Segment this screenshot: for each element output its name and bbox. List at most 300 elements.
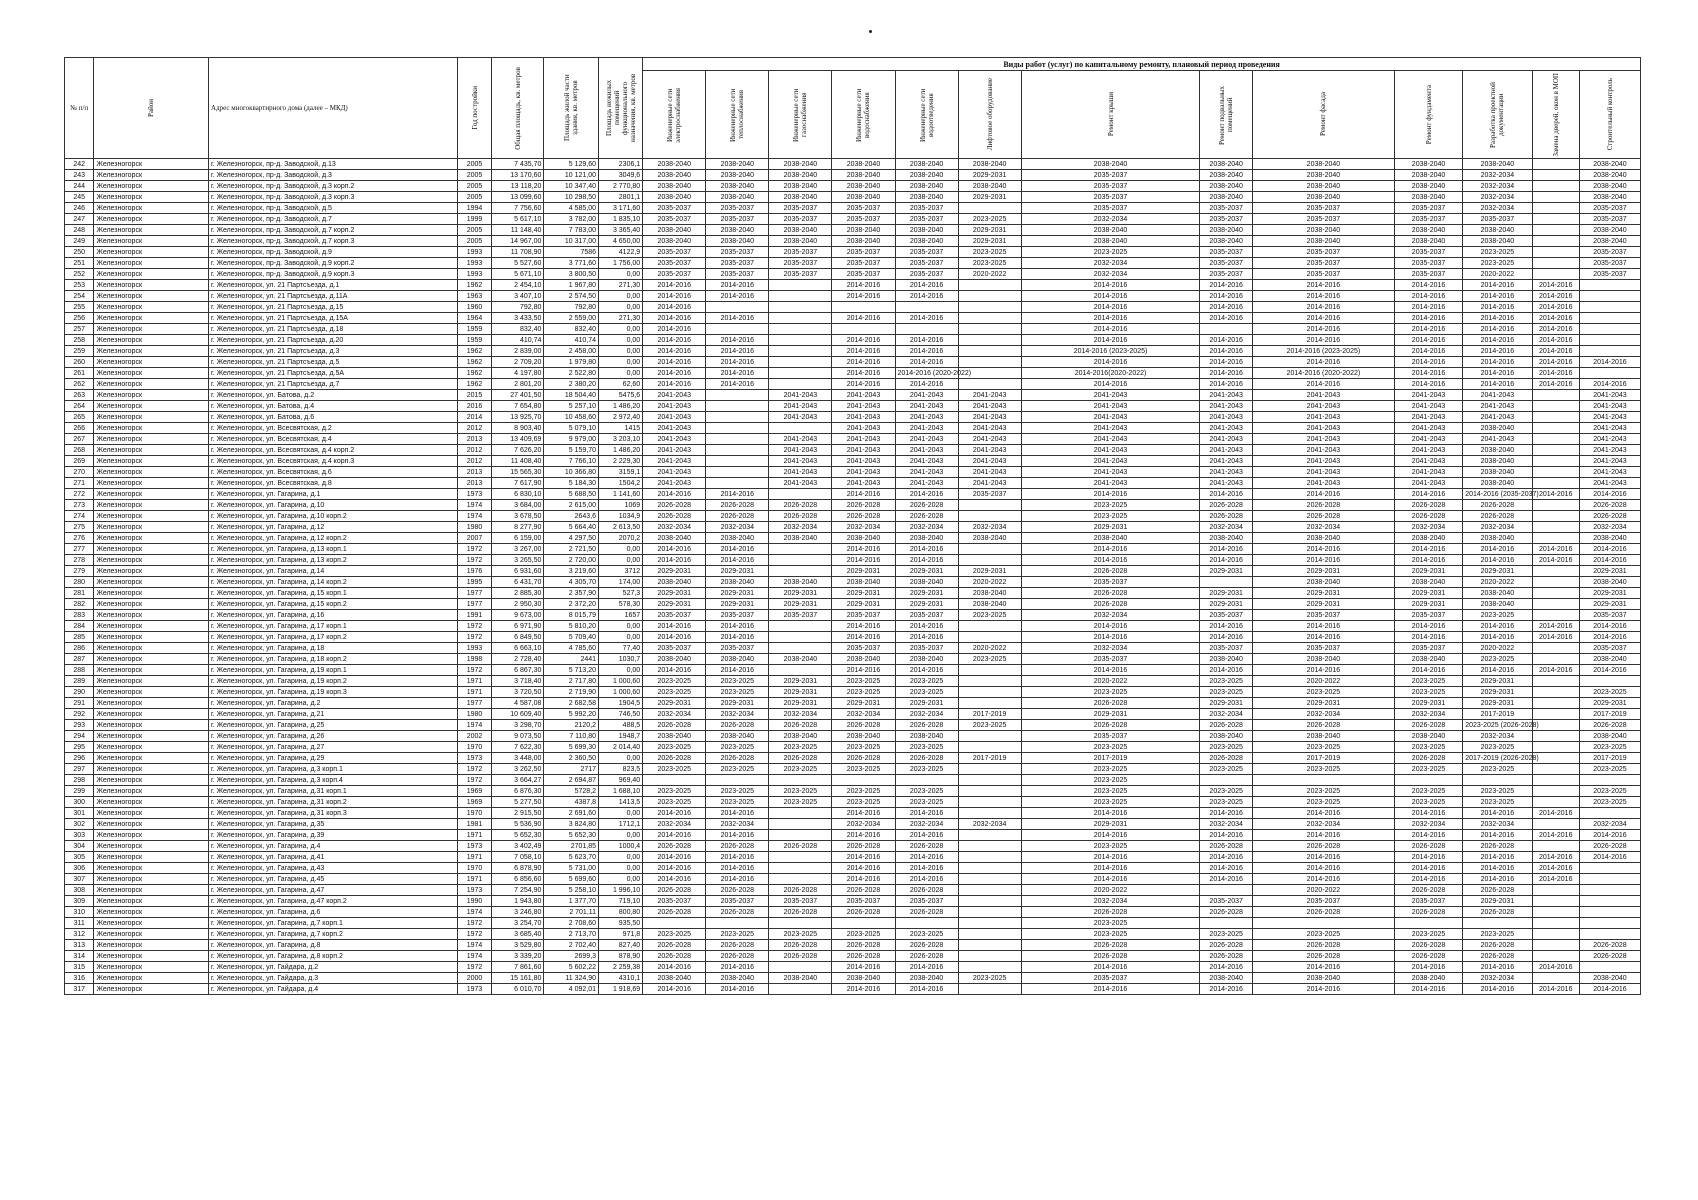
table-cell: 2032-2034	[832, 819, 895, 830]
table-cell: 2643,6	[544, 511, 599, 522]
table-cell: 3 339,20	[491, 951, 544, 962]
table-cell: 2038-2040	[643, 192, 706, 203]
table-cell: 247	[65, 214, 94, 225]
table-cell: 2038-2040	[643, 170, 706, 181]
table-cell: 7 766,10	[544, 456, 599, 467]
table-cell: 2032-2034	[1579, 819, 1640, 830]
table-cell: 2026-2028	[643, 940, 706, 951]
table-cell: 2023-2025	[643, 929, 706, 940]
table-cell: 2041-2043	[1394, 467, 1462, 478]
table-cell: 2 615,00	[544, 500, 599, 511]
table-cell: Железногорск	[94, 874, 209, 885]
table-row	[65, 236, 1641, 247]
table-cell: 2038-2040	[1463, 533, 1532, 544]
table-cell: 2035-2037	[1200, 269, 1253, 280]
table-cell	[1579, 313, 1640, 324]
table-cell: 2032-2034	[1200, 709, 1253, 720]
table-cell	[1532, 929, 1579, 940]
table-cell: 2038-2040	[1200, 654, 1253, 665]
table-cell: 2038-2040	[895, 170, 958, 181]
table-cell: 1977	[458, 588, 492, 599]
table-cell: 276	[65, 533, 94, 544]
table-cell: 2023-2025	[958, 720, 1021, 731]
table-cell: 2026-2028	[643, 951, 706, 962]
table-row	[65, 918, 1641, 929]
table-cell: 2014-2016	[1252, 962, 1394, 973]
table-cell	[958, 786, 1021, 797]
table-cell: 792,80	[491, 302, 544, 313]
table-cell: 2041-2043	[832, 456, 895, 467]
table-cell: 2032-2034	[1200, 522, 1253, 533]
table-cell	[1532, 533, 1579, 544]
table-cell: 2038-2040	[769, 225, 832, 236]
table-cell: 2014-2016	[1394, 863, 1462, 874]
table-cell: 2026-2028	[895, 500, 958, 511]
table-cell: 1971	[458, 687, 492, 698]
table-cell: 2038-2040	[1463, 478, 1532, 489]
table-cell: Железногорск	[94, 841, 209, 852]
table-cell: 1 688,10	[599, 786, 643, 797]
table-row	[65, 786, 1641, 797]
table-cell: 1948,7	[599, 731, 643, 742]
table-row	[65, 522, 1641, 533]
table-cell: 2029-2031	[1252, 588, 1394, 599]
table-cell: 2041-2043	[1200, 390, 1253, 401]
table-cell: 5 688,50	[544, 489, 599, 500]
header-works-title: Виды работ (услуг) по капитальному ремонту, плановый период проведения	[643, 58, 1641, 71]
table-cell: 260	[65, 357, 94, 368]
header-work-6: Ремонт крыши	[1021, 71, 1200, 159]
table-cell	[769, 489, 832, 500]
table-cell: г. Железногорск, ул. Всесвятская, д.4 корп.3	[209, 456, 458, 467]
table-cell: 2023-2025	[895, 797, 958, 808]
table-cell: 2029-2031	[1463, 896, 1532, 907]
table-cell: 4310,1	[599, 973, 643, 984]
table-cell: Железногорск	[94, 313, 209, 324]
table-cell: 2 721,50	[544, 544, 599, 555]
table-cell: 2029-2031	[1200, 698, 1253, 709]
table-cell: Железногорск	[94, 346, 209, 357]
table-cell: 2023-2025	[895, 786, 958, 797]
table-row	[65, 819, 1641, 830]
table-cell: 2035-2037	[832, 258, 895, 269]
table-cell: 2014-2016	[832, 830, 895, 841]
table-cell: 2014-2016	[643, 544, 706, 555]
table-cell: 2014-2016	[1463, 621, 1532, 632]
table-cell	[958, 687, 1021, 698]
table-cell: 2023-2025	[706, 687, 769, 698]
table-cell: 2023-2025	[706, 786, 769, 797]
table-cell: Железногорск	[94, 401, 209, 412]
table-cell: 2014-2016	[1532, 984, 1579, 995]
table-cell: 2014-2016	[1532, 665, 1579, 676]
table-cell	[958, 665, 1021, 676]
table-cell: 2023-2025	[1579, 764, 1640, 775]
table-cell: 4387,8	[544, 797, 599, 808]
table-cell: 274	[65, 511, 94, 522]
table-cell: 2014-2016	[1579, 852, 1640, 863]
table-cell: 2023-2025	[1252, 797, 1394, 808]
table-cell: 2029-2031	[769, 687, 832, 698]
table-cell: 2026-2028	[1394, 841, 1462, 852]
table-cell	[1532, 907, 1579, 918]
table-cell	[706, 423, 769, 434]
table-cell: 2026-2028	[769, 720, 832, 731]
table-cell: Железногорск	[94, 467, 209, 478]
table-cell: 2026-2028	[1021, 907, 1200, 918]
table-cell: г. Железногорск, ул. Гагарина, д.7 корп.1	[209, 918, 458, 929]
table-cell: 2029-2031	[1252, 599, 1394, 610]
table-cell	[958, 962, 1021, 973]
table-cell: Железногорск	[94, 225, 209, 236]
table-cell: 2029-2031	[1463, 698, 1532, 709]
table-cell: 2026-2028	[832, 907, 895, 918]
table-cell: 2014-2016	[1200, 808, 1253, 819]
table-cell	[706, 445, 769, 456]
table-cell: 0,00	[599, 753, 643, 764]
table-cell: 1960	[458, 302, 492, 313]
table-cell: г. Железногорск, пр-д. Заводской, д.9 корп.3	[209, 269, 458, 280]
table-cell: 2035-2037	[769, 610, 832, 621]
table-cell: Железногорск	[94, 929, 209, 940]
table-cell: 2014-2016	[1394, 291, 1462, 302]
table-cell: Железногорск	[94, 588, 209, 599]
table-cell: 2023-2025	[643, 764, 706, 775]
table-cell: г. Железногорск, пр-д. Заводской, д.3 корп.2	[209, 181, 458, 192]
table-cell: 261	[65, 368, 94, 379]
table-cell: 2014-2016	[643, 302, 706, 313]
table-cell: 2038-2040	[832, 236, 895, 247]
table-cell: 2023-2025	[1394, 687, 1462, 698]
table-cell: г. Железногорск, ул. Гагарина, д.18	[209, 643, 458, 654]
table-cell: 2032-2034	[1021, 269, 1200, 280]
table-cell: 2032-2034	[643, 522, 706, 533]
table-cell: 5728,2	[544, 786, 599, 797]
table-cell: 2041-2043	[1200, 478, 1253, 489]
table-cell: 1 756,00	[599, 258, 643, 269]
table-cell: г. Железногорск, ул. Гагарина, д.6	[209, 907, 458, 918]
table-cell: 2032-2034	[706, 819, 769, 830]
table-row	[65, 247, 1641, 258]
table-cell: 2035-2037	[1200, 610, 1253, 621]
header-work-1: Инженерные сети теплоснабжения	[706, 71, 769, 159]
table-cell: 2026-2028	[769, 907, 832, 918]
table-cell: 2017-2019	[958, 753, 1021, 764]
table-cell	[769, 874, 832, 885]
table-cell	[769, 423, 832, 434]
table-cell: 2038-2040	[832, 533, 895, 544]
table-row	[65, 599, 1641, 610]
table-cell: 2014-2016	[895, 379, 958, 390]
table-cell: 1974	[458, 720, 492, 731]
table-cell: 1993	[458, 269, 492, 280]
table-cell: 2041-2043	[1021, 390, 1200, 401]
table-cell: 2038-2040	[769, 236, 832, 247]
table-cell: 2035-2037	[1021, 577, 1200, 588]
table-cell: 2020-2022	[1252, 885, 1394, 896]
table-cell	[706, 434, 769, 445]
table-cell: 2041-2043	[832, 467, 895, 478]
table-cell: 5 731,00	[544, 863, 599, 874]
table-cell: 2032-2034	[1463, 819, 1532, 830]
table-cell: 2014-2016	[1463, 313, 1532, 324]
table-cell: г. Железногорск, пр-д. Заводской, д.7 корп.2	[209, 225, 458, 236]
table-cell: 2014-2016	[706, 280, 769, 291]
header-work-4: Инженерные сети водоотведения	[895, 71, 958, 159]
table-cell: Железногорск	[94, 566, 209, 577]
table-cell: г. Железногорск, ул. 21 Партсъезда, д.7	[209, 379, 458, 390]
table-cell: 259	[65, 346, 94, 357]
table-cell: 2023-2025	[706, 742, 769, 753]
table-cell: 313	[65, 940, 94, 951]
table-cell: 2041-2043	[1252, 478, 1394, 489]
table-cell: 2026-2028	[895, 907, 958, 918]
table-cell: Железногорск	[94, 896, 209, 907]
table-cell: 2014-2016	[1200, 379, 1253, 390]
table-row	[65, 467, 1641, 478]
table-cell: 2014	[458, 412, 492, 423]
table-cell: 2035-2037	[1200, 643, 1253, 654]
table-cell	[1532, 896, 1579, 907]
table-cell: г. Железногорск, ул. Гагарина, д.1	[209, 489, 458, 500]
table-cell: 2032-2034	[1021, 610, 1200, 621]
table-cell: 2029-2031	[958, 192, 1021, 203]
table-cell: Железногорск	[94, 907, 209, 918]
table-cell: 2029-2031	[1394, 588, 1462, 599]
table-cell	[1532, 159, 1579, 170]
table-cell: 832,40	[491, 324, 544, 335]
table-row	[65, 346, 1641, 357]
table-cell: 2 454,10	[491, 280, 544, 291]
table-cell: 2041-2043	[769, 467, 832, 478]
table-cell: 2038-2040	[1200, 731, 1253, 742]
table-cell	[958, 742, 1021, 753]
table-cell: 2026-2028	[643, 885, 706, 896]
table-cell: Железногорск	[94, 291, 209, 302]
table-cell: 2029-2031	[1394, 698, 1462, 709]
table-cell: 2023-2025	[1021, 247, 1200, 258]
table-cell: 2041-2043	[1463, 390, 1532, 401]
table-cell: 2023-2025	[1394, 742, 1462, 753]
table-cell	[769, 379, 832, 390]
table-cell: 2026-2028	[895, 885, 958, 896]
table-cell: 2029-2031	[769, 676, 832, 687]
table-cell: 252	[65, 269, 94, 280]
table-row	[65, 258, 1641, 269]
table-cell: 5 709,40	[544, 632, 599, 643]
table-cell: 1971	[458, 676, 492, 687]
table-cell: 1904,5	[599, 698, 643, 709]
table-cell: 2014-2016	[643, 863, 706, 874]
table-cell: 2014-2016	[1252, 621, 1394, 632]
table-cell: 255	[65, 302, 94, 313]
table-cell: 2032-2034	[1021, 643, 1200, 654]
table-cell	[832, 324, 895, 335]
table-cell: 2014-2016	[706, 852, 769, 863]
table-cell: 2005	[458, 170, 492, 181]
table-cell: 2029-2031	[832, 698, 895, 709]
table-cell: 13 099,60	[491, 192, 544, 203]
table-cell: 2014-2016	[1394, 984, 1462, 995]
table-cell: 2032-2034	[1252, 819, 1394, 830]
table-cell	[769, 962, 832, 973]
table-cell: 935,50	[599, 918, 643, 929]
table-cell: 2035-2037	[769, 269, 832, 280]
table-cell: 257	[65, 324, 94, 335]
table-cell: 3 254,70	[491, 918, 544, 929]
table-cell: 2035-2037	[895, 610, 958, 621]
table-cell: 2032-2034	[958, 522, 1021, 533]
table-cell: 2041-2043	[1579, 434, 1640, 445]
table-cell: 2035-2037	[1252, 214, 1394, 225]
table-row	[65, 390, 1641, 401]
table-cell: 3 718,40	[491, 676, 544, 687]
table-cell: 2014-2016	[706, 830, 769, 841]
table-cell: 7 058,10	[491, 852, 544, 863]
table-cell: 242	[65, 159, 94, 170]
table-cell: 2032-2034	[1463, 522, 1532, 533]
table-cell: 2 950,30	[491, 599, 544, 610]
table-cell	[769, 291, 832, 302]
table-row	[65, 896, 1641, 907]
table-cell	[1532, 885, 1579, 896]
table-row	[65, 709, 1641, 720]
table-cell: 2038-2040	[1579, 225, 1640, 236]
table-cell: 2026-2028	[769, 951, 832, 962]
table-cell: г. Железногорск, ул. Гагарина, д.29	[209, 753, 458, 764]
table-cell: 2026-2028	[895, 841, 958, 852]
table-cell: 309	[65, 896, 94, 907]
table-cell: 3 203,10	[599, 434, 643, 445]
table-cell: 1974	[458, 951, 492, 962]
table-cell	[1532, 181, 1579, 192]
table-cell: 2023-2025	[1021, 511, 1200, 522]
table-cell	[1579, 368, 1640, 379]
table-cell: Железногорск	[94, 665, 209, 676]
table-cell: 2035-2037	[1200, 896, 1253, 907]
table-cell: 2013	[458, 467, 492, 478]
table-cell: 264	[65, 401, 94, 412]
table-cell: 7 254,90	[491, 885, 544, 896]
table-cell: 2038-2040	[769, 654, 832, 665]
table-cell: 2035-2037	[1394, 610, 1462, 621]
table-cell: 1980	[458, 522, 492, 533]
table-cell: 2029-2031	[1252, 566, 1394, 577]
table-cell: 2029-2031	[706, 566, 769, 577]
table-cell: 2014-2016	[832, 621, 895, 632]
table-cell	[1532, 203, 1579, 214]
table-cell	[895, 324, 958, 335]
table-cell: 266	[65, 423, 94, 434]
table-cell: 2014-2016	[895, 863, 958, 874]
table-cell: 2014-2016	[706, 291, 769, 302]
table-cell: 2014-2016	[1532, 621, 1579, 632]
table-cell: 312	[65, 929, 94, 940]
table-cell: 2041-2043	[958, 467, 1021, 478]
table-cell	[1532, 423, 1579, 434]
table-cell: 2023-2025	[832, 764, 895, 775]
table-cell: 2038-2040	[958, 599, 1021, 610]
table-cell: 1998	[458, 654, 492, 665]
table-cell: 2014-2016	[1579, 379, 1640, 390]
table-cell: 2014-2016	[1200, 368, 1253, 379]
table-cell: 2014-2016	[1021, 632, 1200, 643]
table-cell: 1976	[458, 566, 492, 577]
header-total-area: Общая площадь, кв. метров	[491, 58, 544, 159]
table-cell: 1 918,69	[599, 984, 643, 995]
table-cell: 1 979,80	[544, 357, 599, 368]
table-row	[65, 225, 1641, 236]
table-cell: 2029-2031	[1021, 819, 1200, 830]
table-cell: 174,00	[599, 577, 643, 588]
table-cell	[1532, 434, 1579, 445]
table-cell: 2014-2016	[643, 632, 706, 643]
table-cell	[958, 357, 1021, 368]
table-cell: 2041-2043	[832, 478, 895, 489]
table-cell: 298	[65, 775, 94, 786]
table-cell: 8 015,79	[544, 610, 599, 621]
table-cell: 2041-2043	[769, 390, 832, 401]
table-cell: 2032-2034	[1021, 896, 1200, 907]
table-cell: 2041-2043	[1579, 390, 1640, 401]
table-cell: 2070,2	[599, 533, 643, 544]
table-cell: Железногорск	[94, 742, 209, 753]
table-cell: 10 609,40	[491, 709, 544, 720]
table-cell: 2 839,00	[491, 346, 544, 357]
table-cell: 2014-2016	[832, 489, 895, 500]
table-cell: 2026-2028	[1394, 951, 1462, 962]
table-cell	[1532, 170, 1579, 181]
table-cell: 2014-2016	[706, 368, 769, 379]
table-cell: 2014-2016	[1200, 555, 1253, 566]
table-cell: 5 184,30	[544, 478, 599, 489]
table-cell: 2023-2025	[1021, 687, 1200, 698]
table-cell: г. Железногорск, ул. Гагарина, д.17 корп.2	[209, 632, 458, 643]
table-cell: 2041-2043	[832, 423, 895, 434]
table-cell	[769, 643, 832, 654]
table-cell: 2032-2034	[1463, 731, 1532, 742]
table-cell: 6 010,70	[491, 984, 544, 995]
table-cell: 5 664,40	[544, 522, 599, 533]
table-cell: 2014-2016	[832, 874, 895, 885]
table-cell: 272	[65, 489, 94, 500]
table-cell: Железногорск	[94, 280, 209, 291]
table-cell: 2041-2043	[958, 478, 1021, 489]
table-cell: 1972	[458, 929, 492, 940]
table-cell: Железногорск	[94, 676, 209, 687]
table-cell: 2035-2037	[643, 610, 706, 621]
table-row	[65, 478, 1641, 489]
table-cell: 3 267,00	[491, 544, 544, 555]
table-cell	[895, 918, 958, 929]
table-cell	[1252, 775, 1394, 786]
table-cell: 2038-2040	[1463, 588, 1532, 599]
table-row	[65, 302, 1641, 313]
table-cell	[958, 324, 1021, 335]
table-cell: 2026-2028	[1463, 841, 1532, 852]
table-cell: Железногорск	[94, 720, 209, 731]
table-cell: 2014-2016	[895, 962, 958, 973]
table-cell: 10 317,00	[544, 236, 599, 247]
table-cell: 2 717,80	[544, 676, 599, 687]
table-cell: 2014-2016	[895, 280, 958, 291]
table-cell: г. Железногорск, ул. Гагарина, д.19 корп.1	[209, 665, 458, 676]
table-cell: 300	[65, 797, 94, 808]
table-cell: 2035-2037	[643, 643, 706, 654]
table-cell: 2041-2043	[1394, 412, 1462, 423]
table-cell: 2038-2040	[706, 577, 769, 588]
table-cell: 2038-2040	[1394, 192, 1462, 203]
